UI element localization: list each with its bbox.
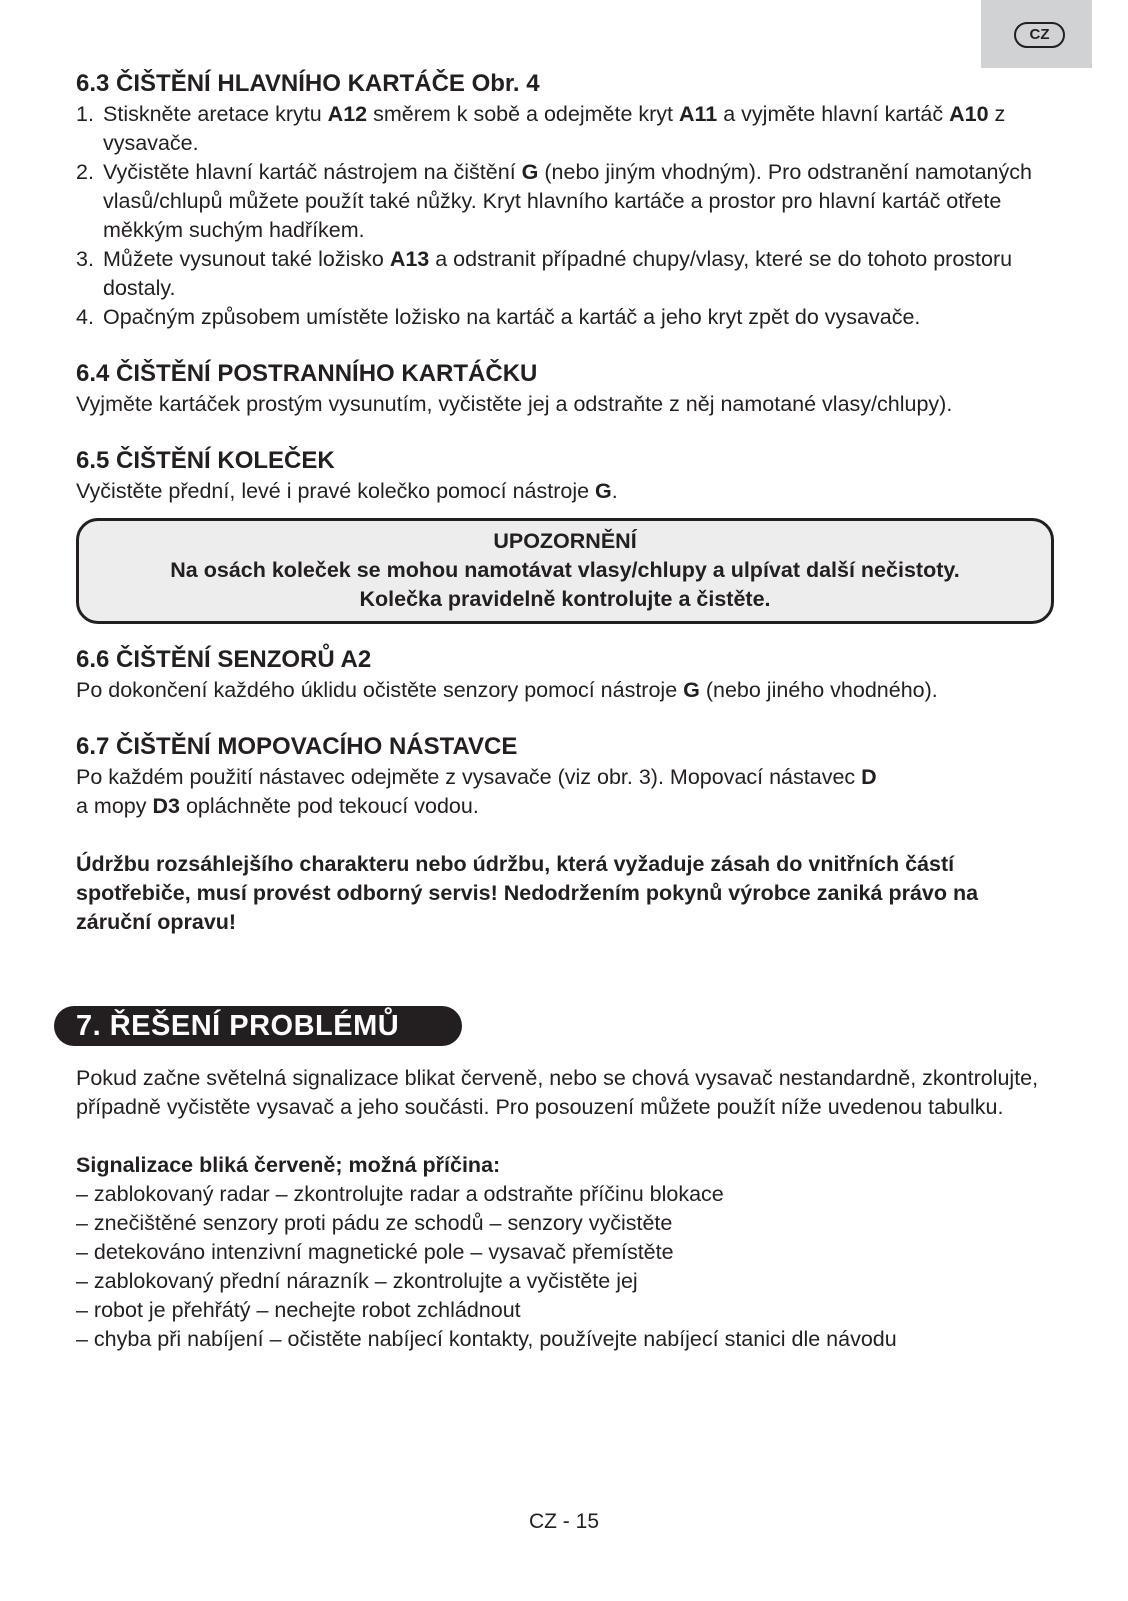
list-item: – robot je přehřátý – nechejte robot zchládnout [76, 1298, 521, 1322]
list-item [76, 158, 1054, 245]
section-6-6-title: 6.6 ČIŠTĚNÍ SENZORŮ A2 [76, 646, 372, 673]
part-ref: D3 [152, 794, 180, 818]
section-6-5-title: 6.5 ČIŠTĚNÍ KOLEČEK [76, 447, 335, 474]
part-ref: G [595, 479, 612, 503]
section-6-7-title: 6.7 ČIŠTĚNÍ MOPOVACÍHO NÁSTAVCE [76, 733, 518, 760]
list-item: – zablokovaný radar – zkontrolujte radar a odstraňte příčinu blokace [76, 1182, 724, 1206]
body-text: Vyčistěte přední, levé i pravé kolečko pomocí nástroje [76, 479, 596, 503]
section-6-7-text [76, 763, 1054, 821]
list-item: – znečištěné senzory proti pádu ze schodů – senzory vyčistěte [76, 1211, 673, 1235]
part-ref: A10 [949, 102, 989, 126]
section-6-6-text [76, 676, 1054, 705]
step-text: Můžete vysunout také ložisko [103, 247, 390, 271]
step-text: Opačným způsobem umístěte ložisko na kartáč a kartáč a jeho kryt zpět do vysavače. [103, 305, 921, 329]
part-ref: G [683, 678, 700, 702]
body-text: Po dokončení každého úklidu očistěte senzory pomocí nástroje [76, 678, 684, 702]
step-text: Vyčistěte hlavní kartáč nástrojem na čištění [103, 160, 522, 184]
part-ref: A13 [389, 247, 430, 271]
step-text: a vyjměte hlavní kartáč [717, 102, 950, 126]
section-7-banner: 7. ŘEŠENÍ PROBLÉMŮ [54, 1006, 462, 1046]
step-number: 4. [76, 305, 94, 329]
list-item [76, 100, 1054, 158]
part-ref: D [861, 765, 877, 789]
section-6-3-title: 6.3 ČIŠTĚNÍ HLAVNÍHO KARTÁČE Obr. 4 [76, 70, 540, 97]
step-text: směrem k sobě a odejměte kryt [367, 102, 679, 126]
section-6-4-text: Vyjměte kartáček prostým vysunutím, vyčistěte jej a odstraňte z něj namotané vlasy/chlupy). [76, 392, 953, 416]
troubleshooting-content [76, 1064, 1054, 1354]
list-item: – detekováno intenzivní magnetické pole – vysavač přemístěte [76, 1240, 674, 1264]
body-text: . [611, 479, 618, 503]
language-badge: CZ [1014, 22, 1065, 48]
body-text: a mopy [76, 794, 153, 818]
warning-line: Kolečka pravidelně kontrolujte a čistěte. [359, 587, 771, 611]
body-text: opláchněte pod tekoucí vodou. [179, 794, 479, 818]
warning-heading: UPOZORNĚNÍ [493, 529, 637, 553]
list-item: – zablokovaný přední nárazník – zkontrolujte a vyčistěte jej [76, 1269, 638, 1293]
body-text: (nebo jiného vhodného). [699, 678, 938, 702]
page-number: CZ - 15 [528, 1510, 599, 1533]
step-text: a odstranit případné chupy/vlasy, které se do tohoto prostoru dostaly. [103, 247, 1013, 300]
step-number: 3. [76, 247, 94, 271]
list-item [76, 303, 1054, 332]
warning-line: Na osách koleček se mohou namotávat vlasy/chlupy a ulpívat další nečistoty. [170, 558, 960, 582]
part-ref: A12 [327, 102, 368, 126]
troubleshooting-intro: Pokud začne světelná signalizace blikat červeně, nebo se chová vysavač nestandardně, zkontrolujte, případně vyčistěte vysavač a jeho součásti. Pro posouzení můžete použít níže uvedenou tabulku. [76, 1066, 1039, 1119]
section-6-3-steps [76, 100, 1054, 332]
maintenance-content [76, 68, 1054, 937]
part-ref: G [521, 160, 539, 184]
part-ref: A11 [679, 102, 718, 126]
list-item [76, 245, 1054, 303]
language-tab [981, 0, 1092, 68]
step-text: z vysavače. [103, 102, 1006, 155]
step-number: 1. [76, 102, 94, 126]
section-6-4-title: 6.4 ČIŠTĚNÍ POSTRANNÍHO KARTÁČKU [76, 360, 538, 387]
body-text: Po každém použití nástavec odejměte z vysavače (viz obr. 3). Mopovací nástavec [76, 765, 862, 789]
list-item: – chyba při nabíjení – očistěte nabíjecí kontakty, používejte nabíjecí stanici dle návodu [76, 1327, 897, 1351]
warning-box [76, 518, 1054, 624]
service-warning: Údržbu rozsáhlejšího charakteru nebo údržbu, která vyžaduje zásah do vnitřních částí spotřebiče, musí provést odborný servis! Nedodržením pokynů výrobce zaniká právo na záruční opravu! [76, 852, 979, 934]
step-text: (nebo jiným vhodným). Pro odstranění namotaných vlasů/chlupů můžete použít také nůžky. Kryt hlavního kartáče a prostor pro hlavní kartáč otřete měkkým suchým hadříkem. [103, 160, 1032, 242]
step-number: 2. [76, 160, 94, 184]
section-6-5-text [76, 477, 1054, 506]
causes-heading: Signalizace bliká červeně; možná příčina: [76, 1153, 501, 1177]
step-text: Stiskněte aretace krytu [103, 102, 328, 126]
